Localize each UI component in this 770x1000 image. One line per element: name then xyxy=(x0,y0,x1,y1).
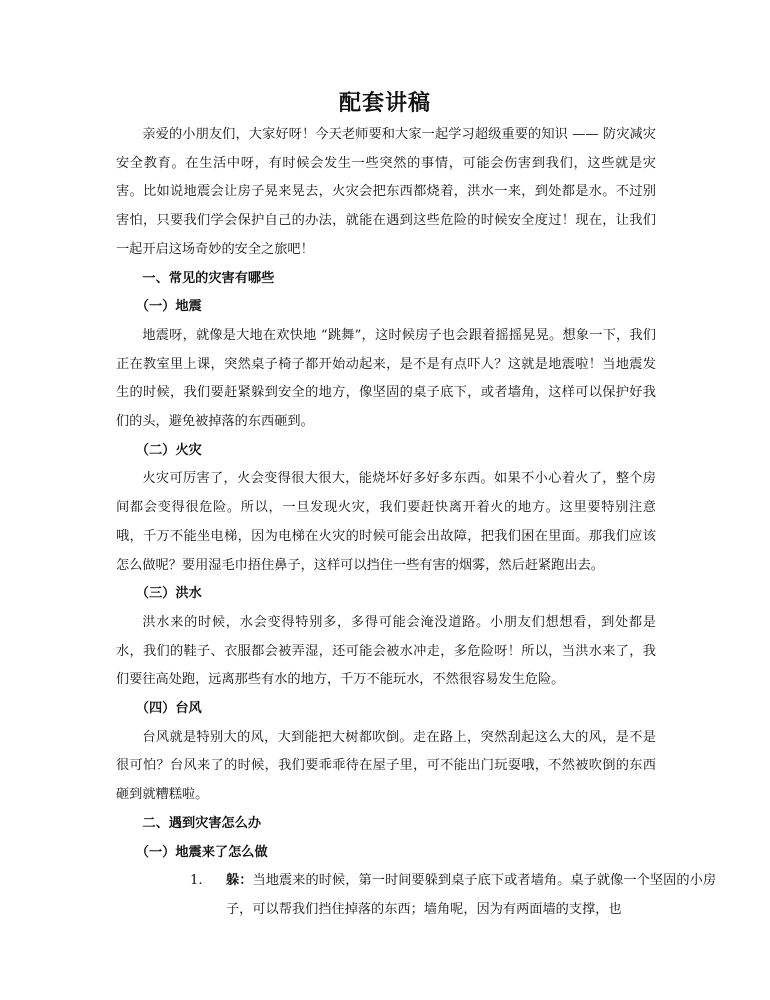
page-title: 配套讲稿 xyxy=(338,90,431,116)
intro-paragraph: 亲爱的小朋友们，大家好呀！今天老师要和大家一起学习超级重要的知识 —— 防灾减灾安全教育。在生活中呀，有时候会发生一些突然的事情，可能会伤害到我们，这些就是灾害。比如说地震会让房子晃来晃去，火灾会把东西都烧着，洪水一来，到处都是水。不过别害怕，只要我们学会保护自己的办法，就能在遇到这些危险的时候安全度过！现在，让我们一起开启这场奇妙的安全之旅吧！ xyxy=(116,127,656,257)
list-item-number: 1. xyxy=(190,873,203,889)
list-item-text: 当地震来的时候，第一时间要躲到桌子底下或者墙角。桌子就像一个坚固的小房子，可以帮我们挡住掉落的东西；墙角呢，因为有两面墙的支撑，也 xyxy=(226,873,717,917)
subheading-fire: （二）火灾 xyxy=(135,442,202,458)
list-item xyxy=(116,867,717,924)
section-heading-common-disasters: 一、常见的灾害有哪些 xyxy=(142,270,275,286)
subheading-flood: （三）洪水 xyxy=(135,586,202,602)
list-item-lead: 躲： xyxy=(226,873,253,889)
paragraph-fire: 火灾可厉害了，火会变得很大很大，能烧坏好多好多东西。如果不小心着火了，整个房间都会变得很危险。所以，一旦发现火灾，我们要赶快离开着火的地方。这里要特别注意哦，千万不能坐电梯，因为电梯在火灾的时候可能会出故障，把我们困在里面。那我们应该怎么做呢？要用湿毛巾捂住鼻子，这样可以挡住一些有害的烟雾，然后赶紧跑出去。 xyxy=(116,471,656,573)
paragraph-flood: 洪水来的时候，水会变得特别多，多得可能会淹没道路。小朋友们想想看，到处都是水，我们的鞋子、衣服都会被弄湿，还可能会被水冲走，多危险呀！所以，当洪水来了，我们要往高处跑，远离那些有水的地方，千万不能玩水，不然很容易发生危险。 xyxy=(116,614,656,688)
list-item-body xyxy=(116,867,716,924)
paragraph-earthquake: 地震呀，就像是大地在欢快地 “跳舞”，这时候房子也会跟着摇摇晃晃。想象一下，我们正在教室里上课，突然桌子椅子都开始动起来，是不是有点吓人？这就是地震啦！当地震发生的时候，我们要赶紧躲到安全的地方，像坚固的桌子底下，或者墙角，这样可以保护好我们的头，避免被掉落的东西砸到。 xyxy=(116,327,656,430)
subheading-earthquake: （一）地震 xyxy=(135,299,202,315)
section-heading-what-to-do: 二、遇到灾害怎么办 xyxy=(142,815,262,831)
subheading-typhoon: （四）台风 xyxy=(135,701,202,717)
paragraph-typhoon: 台风就是特别大的风，大到能把大树都吹倒。走在路上，突然刮起这么大的风，是不是很可怕？台风来了的时候，我们要乖乖待在屋子里，可不能出门玩耍哦，不然被吹倒的东西砸到就糟糕啦。 xyxy=(116,729,656,803)
subheading-earthquake-actions: （一）地震来了怎么做 xyxy=(135,844,268,860)
document-body xyxy=(116,121,717,925)
